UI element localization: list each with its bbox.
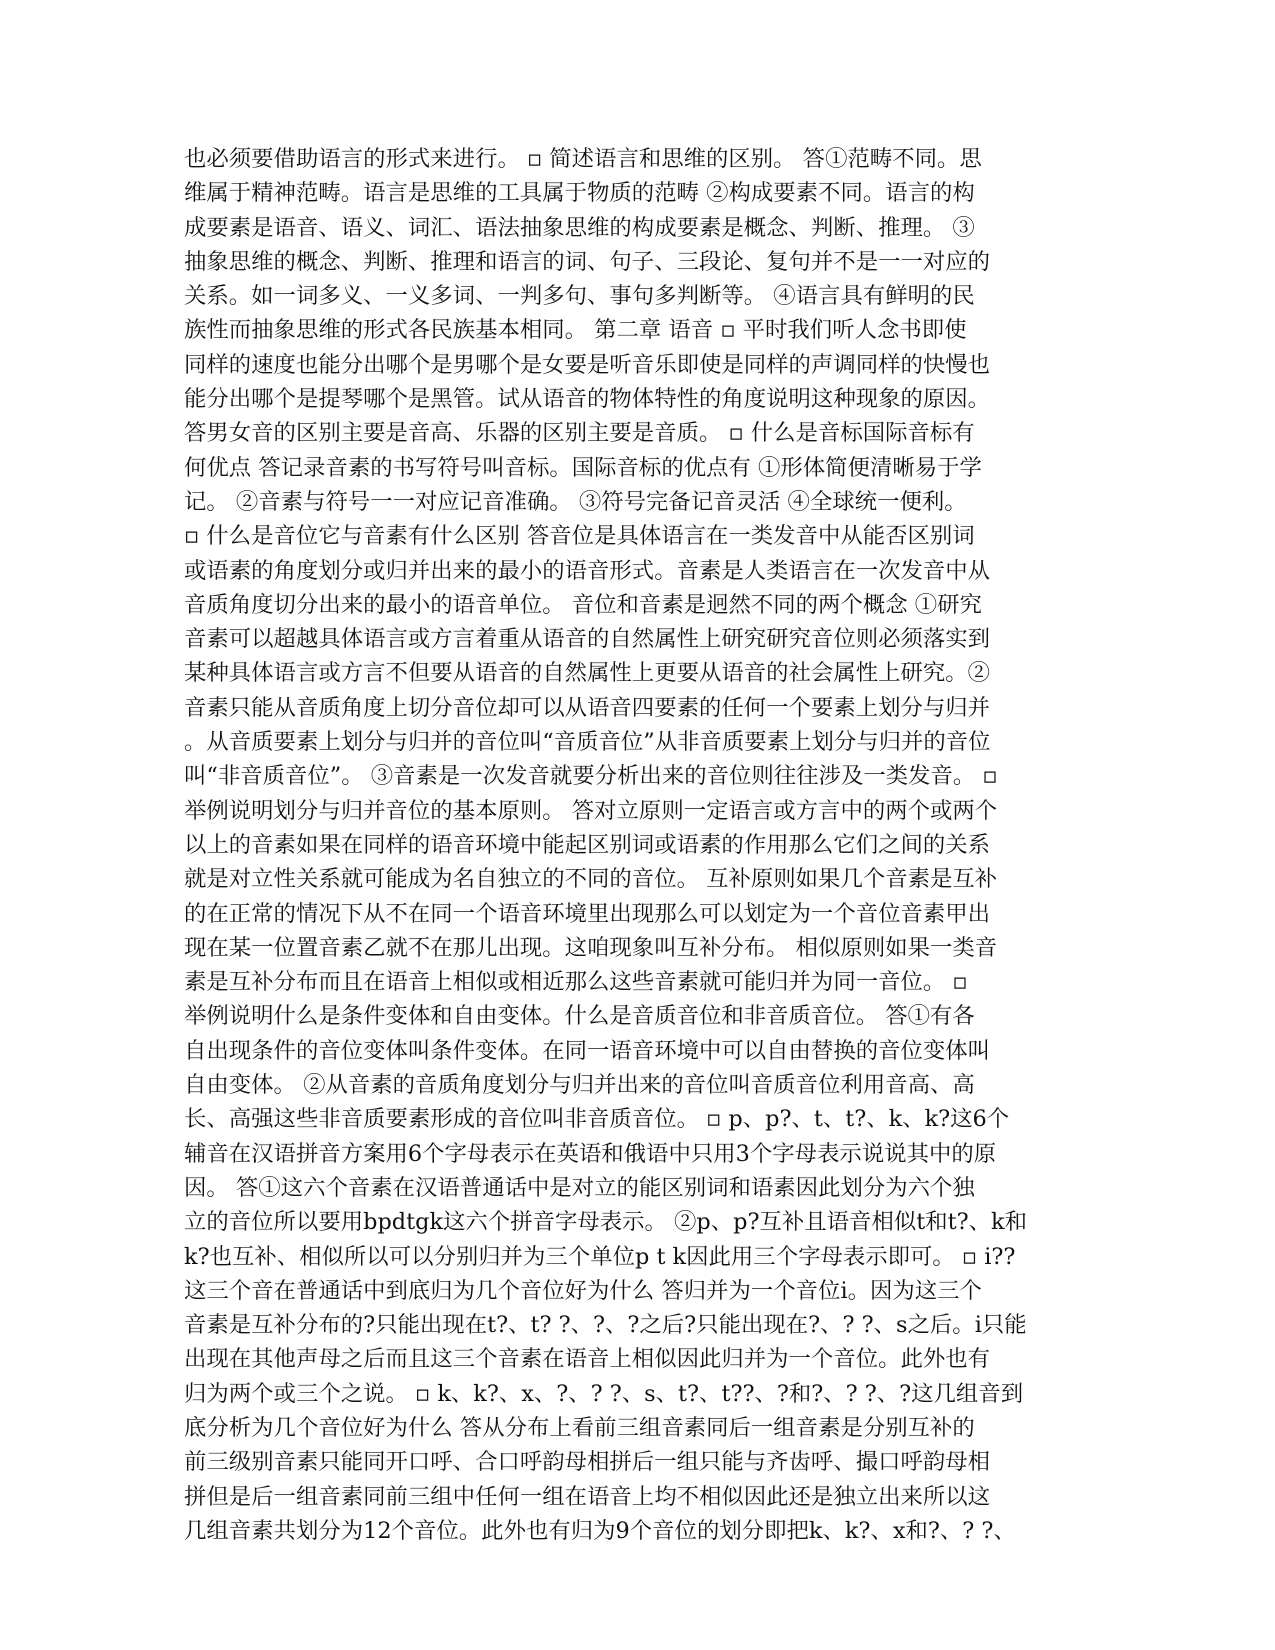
- text-line: 何优点 答记录音素的书写符号叫音标。国际音标的优点有 ①形体简便清晰易于学: [184, 454, 982, 481]
- text-line: 抽象思维的概念、判断、推理和语言的词、句子、三段论、复句并不是一一对应的: [184, 248, 991, 275]
- text-line: 举例说明划分与归并音位的基本原则。 答对立原则一定语言或方言中的两个或两个: [184, 797, 998, 824]
- text-line: 以上的音素如果在同样的语音环境中能起区别词或语素的作用那么它们之间的关系: [184, 831, 991, 858]
- text-line: 某种具体语言或方言不但要从语音的自然属性上更要从语音的社会属性上研究。②: [184, 660, 991, 687]
- text-line: 音素是互补分布的?只能出现在t?、t? ?、?、?之后?只能出现在?、? ?、s之后。i只能: [184, 1312, 1027, 1339]
- text-line: 出现在其他声母之后而且这三个音素在语音上相似因此归并为一个音位。此外也有: [184, 1346, 991, 1373]
- text-line: 记。 ②音素与符号一一对应记音准确。 ③符号完备记音灵活 ④全球统一便利。: [184, 488, 967, 515]
- text-line: 底分析为几个音位好为什么 答从分布上看前三组音素同后一组音素是分别互补的: [184, 1414, 975, 1441]
- text-line: 自由变体。 ②从音素的音质角度划分与归并出来的音位叫音质音位利用音高、高: [184, 1072, 975, 1099]
- text-line: 的在正常的情况下从不在同一个语音环境里出现那么可以划定为一个音位音素甲出: [184, 900, 991, 927]
- document-body: [184, 142, 1084, 1548]
- text-line: 答男女音的区别主要是音高、乐器的区别主要是音质。 ▫ 什么是音标国际音标有: [184, 420, 975, 447]
- text-line: 音质角度切分出来的最小的语音单位。 音位和音素是迥然不同的两个概念 ①研究: [184, 591, 982, 618]
- text-line: 也必须要借助语言的形式来进行。 ▫ 简述语言和思维的区别。 答①范畴不同。思: [184, 146, 982, 172]
- text-line: k?也互补、相似所以可以分别归并为三个单位p t k因此用三个字母表示即可。 ▫ i??: [184, 1243, 1016, 1270]
- text-line: 辅音在汉语拼音方案用6个字母表示在英语和俄语中只用3个字母表示说说其中的原: [184, 1140, 997, 1167]
- text-line: 举例说明什么是条件变体和自由变体。什么是音质音位和非音质音位。 答①有各: [184, 1003, 975, 1030]
- text-line: 音素可以超越具体语言或方言着重从语音的自然属性上研究研究音位则必须落实到: [184, 626, 991, 653]
- text-line: 维属于精神范畴。语言是思维的工具属于物质的范畴 ②构成要素不同。语言的构: [184, 180, 975, 207]
- text-line: 族性而抽象思维的形式各民族基本相同。 第二章 语音 ▫ 平时我们听人念书即使: [184, 317, 967, 344]
- text-line: 能分出哪个是提琴哪个是黑管。试从语音的物体特性的角度说明这种现象的原因。: [184, 386, 991, 413]
- text-line: 拼但是后一组音素同前三组中任何一组在语音上均不相似因此还是独立出来所以这: [184, 1483, 991, 1510]
- text-line: 前三级别音素只能同开口呼、合口呼韵母相拼后一组只能与齐齿呼、撮口呼韵母相: [184, 1449, 991, 1476]
- text-line: 现在某一位置音素乙就不在那儿出现。这咱现象叫互补分布。 相似原则如果一类音: [184, 934, 998, 961]
- text-line: 几组音素共划分为12个音位。此外也有归为9个音位的划分即把k、k?、x和?、? ?、: [184, 1517, 1016, 1544]
- text-line: 自出现条件的音位变体叫条件变体。在同一语音环境中可以自由替换的音位变体叫: [184, 1037, 991, 1064]
- text-line: 关系。如一词多义、一义多词、一判多句、事句多判断等。 ④语言具有鲜明的民: [184, 283, 975, 310]
- text-line: 就是对立性关系就可能成为名自独立的不同的音位。 互补原则如果几个音素是互补: [184, 866, 998, 893]
- text-line: 叫“非音质音位”。 ③音素是一次发音就要分析出来的音位则往往涉及一类发音。 ▫: [184, 763, 998, 790]
- text-line: 成要素是语音、语义、词汇、语法抽象思维的构成要素是概念、判断、推理。 ③: [184, 214, 975, 241]
- text-line: 长、高强这些非音质要素形成的音位叫非音质音位。 ▫ p、p?、t、t?、k、k?这6个: [184, 1106, 1010, 1133]
- text-line: 立的音位所以要用bpdtgk这六个拼音字母表示。 ②p、p?互补且语音相似t和t?、k和: [184, 1209, 1027, 1236]
- text-line: 归为两个或三个之说。 ▫ k、k?、x、?、? ?、s、t?、t??、?和?、? ?、?这几组音到: [184, 1380, 1024, 1407]
- text-line: 音素只能从音质角度上切分音位却可以从语音四要素的任何一个要素上划分与归并: [184, 694, 991, 721]
- text-line: ▫ 什么是音位它与音素有什么区别 答音位是具体语言在一类发音中从能否区别词: [184, 523, 975, 550]
- text-line: 同样的速度也能分出哪个是男哪个是女要是听音乐即使是同样的声调同样的快慢也: [184, 351, 991, 378]
- text-line: 。从音质要素上划分与归并的音位叫“音质音位”从非音质要素上划分与归并的音位: [184, 729, 991, 756]
- text-line: 因。 答①这六个音素在汉语普通话中是对立的能区别词和语素因此划分为六个独: [184, 1174, 975, 1201]
- text-line: 或语素的角度划分或归并出来的最小的语音形式。音素是人类语言在一次发音中从: [184, 557, 991, 584]
- text-line: 这三个音在普通话中到底归为几个音位好为什么 答归并为一个音位i。因为这三个: [184, 1277, 982, 1304]
- text-line: 素是互补分布而且在语音上相似或相近那么这些音素就可能归并为同一音位。 ▫: [184, 969, 968, 996]
